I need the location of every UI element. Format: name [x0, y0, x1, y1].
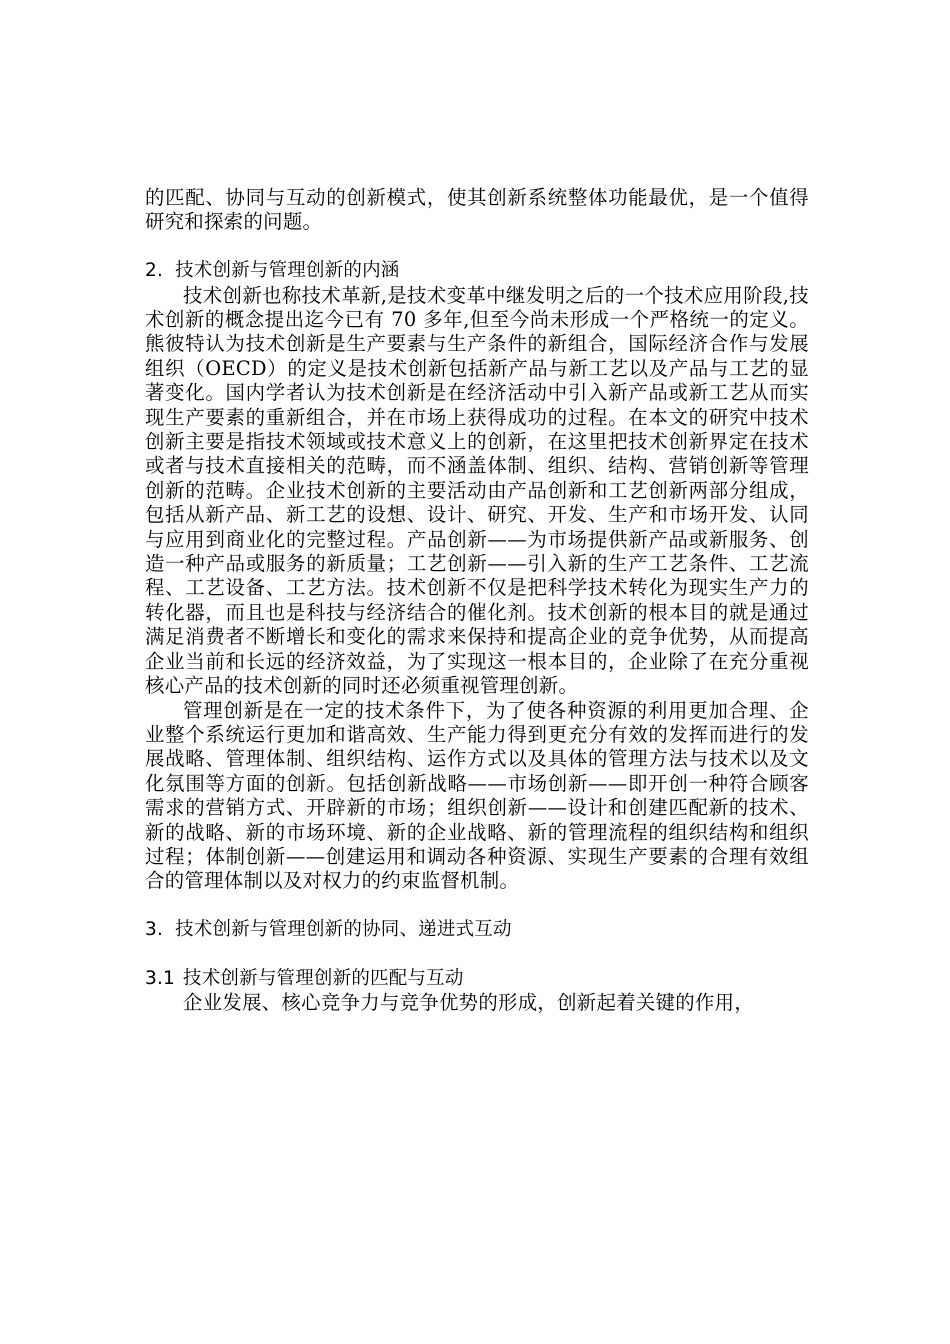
subsection-title: 技术创新与管理创新的匹配与互动 [183, 967, 464, 989]
paragraph-management-innovation: 管理创新是在一定的技术条件下，为了使各种资源的利用更加合理、企业整个系统运行更加和谐高效、生产能力得到更充分有效的发挥而进行的发展战略、管理体制、组织结构、运作方式以及具体的管理方法与技术以及文化氛围等方面的创新。包括创新战略——市场创新——即开创一种符合顾客需求的营销方式、开辟新的市场；组织创新——设计和创建匹配新的技术、新的战略、新的市场环境、新的企业战略、新的管理流程的组织结构和组织过程；体制创新——创建运用和调动各种资源、实现生产要素的合理有效组合的管理体制以及对权力的约束监督机制。 [145, 698, 809, 893]
paragraph-matching-interaction: 企业发展、核心竞争力与竞争优势的形成，创新起着关键的作用， [183, 991, 755, 1015]
spacer [145, 235, 809, 259]
paragraph-intro-continuation: 的匹配、协同与互动的创新模式，使其创新系统整体功能最优，是一个值得研究和探索的问题。 [145, 186, 809, 234]
paragraph-technology-innovation: 技术创新也称技术革新,是技术变革中继发明之后的一个技术应用阶段,技术创新的概念提出迄今已有 70 多年,但至今尚未形成一个严格统一的定义。熊彼特认为技术创新是生产要素与生产条件的新组合，国际经济合作与发展组织（OECD）的定义是技术创新包括新产品与新工艺以及产品与工艺的显著变化。国内学者认为技术创新是在经济活动中引入新产品或新工艺从而实现生产要素的重新组合，并在市场上获得成功的过程。在本文的研究中技术创新主要是指技术领域或技术意义上的创新，在这里把技术创新界定在技术或者与技术直接相关的范畴，而不涵盖体制、组织、结构、营销创新等管理创新的范畴。企业技术创新的主要活动由产品创新和工艺创新两部分组成，包括从新产品、新工艺的设想、设计、研究、开发、生产和市场开发、认同与应用到商业化的完整过程。产品创新——为市场提供新产品或新服务、创造一种产品或服务的新质量；工艺创新——引入新的生产工艺条件、工艺流程、工艺设备、工艺方法。技术创新不仅是把科学技术转化为现实生产力的转化器，而且也是科技与经济结合的催化剂。技术创新的根本目的就是通过满足消费者不断增长和变化的需求来保持和提高企业的竞争优势，从而提高企业当前和长远的经济效益，为了实现这一根本目的，企业除了在充分重视核心产品的技术创新的同时还必须重视管理创新。 [145, 283, 809, 698]
section-heading-2 [145, 259, 809, 283]
section-title: 技术创新与管理创新的内涵 [175, 260, 400, 282]
subsection-number: 3.1 [145, 967, 176, 989]
spacer [145, 943, 809, 967]
subsection-heading-3-1 [145, 967, 809, 991]
section-heading-3 [145, 918, 809, 942]
section-number: 3. [145, 919, 164, 941]
section-number: 2. [145, 260, 164, 282]
document-page [145, 186, 809, 1016]
section-title: 技术创新与管理创新的协同、递进式互动 [175, 919, 512, 941]
spacer [145, 894, 809, 918]
